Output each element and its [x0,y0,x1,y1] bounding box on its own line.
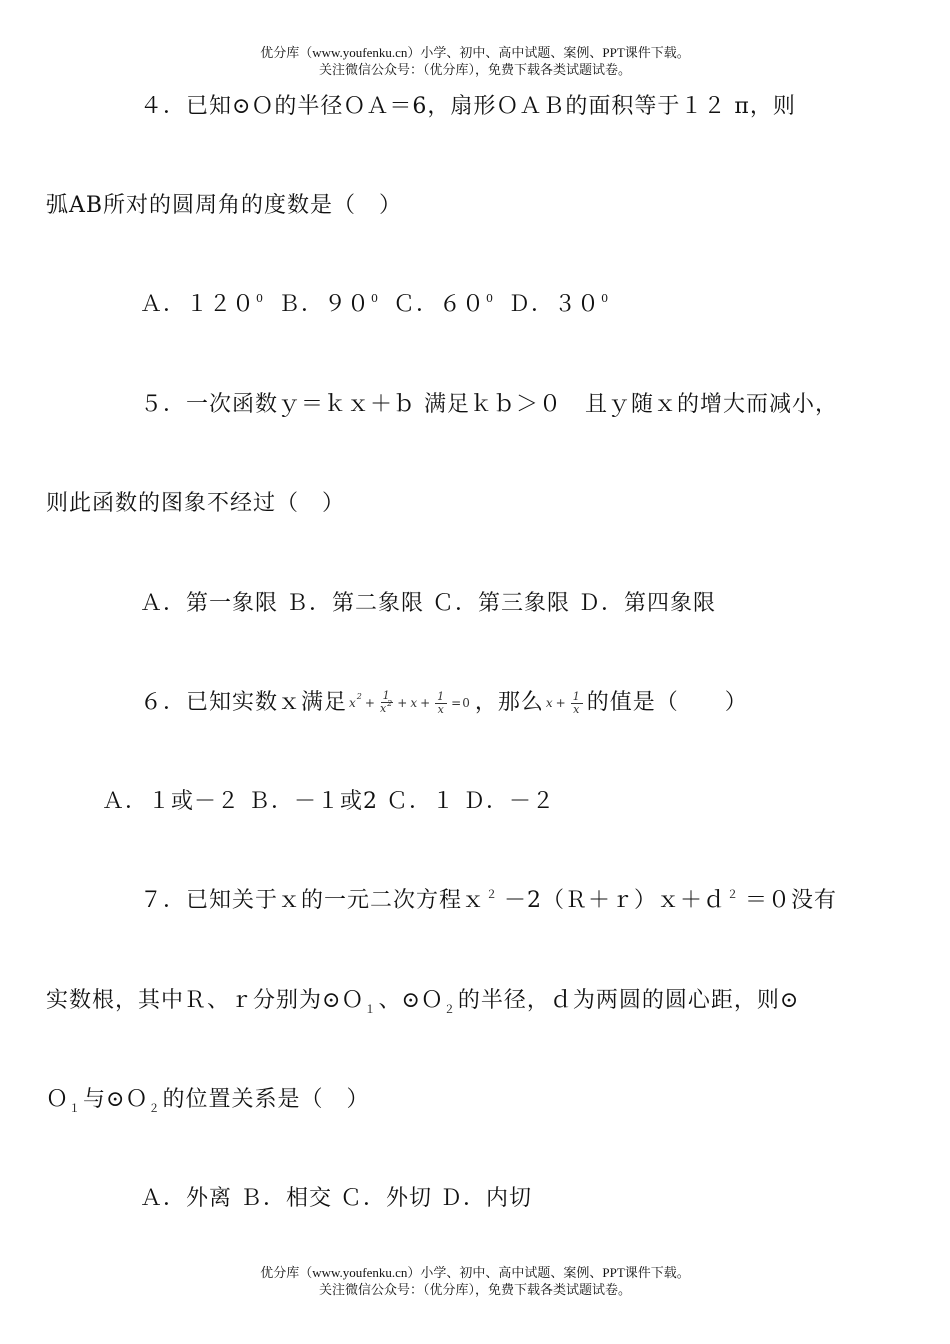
q4-options [140,290,615,323]
q7-line-3: Ｏ$_1$与⊙Ｏ$_2$的位置关系是（ ） [46,1087,370,1115]
q5-line-1: ５．一次函数ｙ＝ｋｘ＋ｂ 满足ｋｂ＞０ 且ｙ随ｘ的增大而减小， [140,392,838,417]
q6-equation: x 2 + $\frac{1}{x^2}$ + x + $\frac{1}{x}$ =0 [349,689,471,716]
q6-options: Ａ．１或－２ Ｂ．－１或2 Ｃ．１ Ｄ．－２ [102,789,555,814]
q6-middle: ，那么 [474,690,544,715]
q4-option-c: Ｃ．$60^0$ [393,292,495,317]
footer-line-2: 关注微信公众号：（优分库），免费下载各类试题试卷。 [318,1282,631,1297]
q4-line-1: ４．已知⊙Ｏ的半径ＯＡ＝6，扇形ＯＡＢ的面积等于１２ π，则 [140,94,796,119]
header-line-2: 关注微信公众号：（优分库），免费下载各类试题试卷。 [318,62,631,77]
q4-option-d: Ｄ．$30^0$ [508,292,610,317]
page-header [0,44,950,78]
q4-line-2: 弧AB所对的圆周角的度数是（ ） [46,193,403,218]
q6-suffix: 的值是（ ） [586,690,748,715]
q7-line-2: 实数根，其中Ｒ、ｒ分别为⊙Ｏ$_1$、⊙Ｏ$_2$的半径，ｄ为两圆的圆心距，则⊙ [46,988,800,1016]
q4-option-a: Ａ．$120^0$ [140,292,265,317]
header-line-1: 优分库（www.youfenku.cn）小学、初中、高中试题、案例、PPT课件下载。 [260,45,690,60]
q5-options: Ａ．第一象限 Ｂ．第二象限 Ｃ．第三象限 Ｄ．第四象限 [140,591,716,616]
q7-line-1: ７．已知关于ｘ的一元二次方程ｘ$^2$ －2（Ｒ＋ｒ）ｘ＋ｄ$^2$ ＝０没有 [140,888,838,913]
page-footer [0,1264,950,1298]
q6-prefix: ６．已知实数ｘ满足 [140,690,348,715]
q6-line-1 [140,688,748,718]
footer-line-1: 优分库（www.youfenku.cn）小学、初中、高中试题、案例、PPT课件下载。 [260,1265,690,1280]
q6-expression: x + $\frac{1}{x}$ [545,689,581,716]
q7-options: Ａ．外离 Ｂ．相交 Ｃ．外切 Ｄ．内切 [140,1186,532,1211]
q5-line-2: 则此函数的图象不经过（ ） [46,491,346,516]
q4-option-b: Ｂ．$90^0$ [278,292,380,317]
